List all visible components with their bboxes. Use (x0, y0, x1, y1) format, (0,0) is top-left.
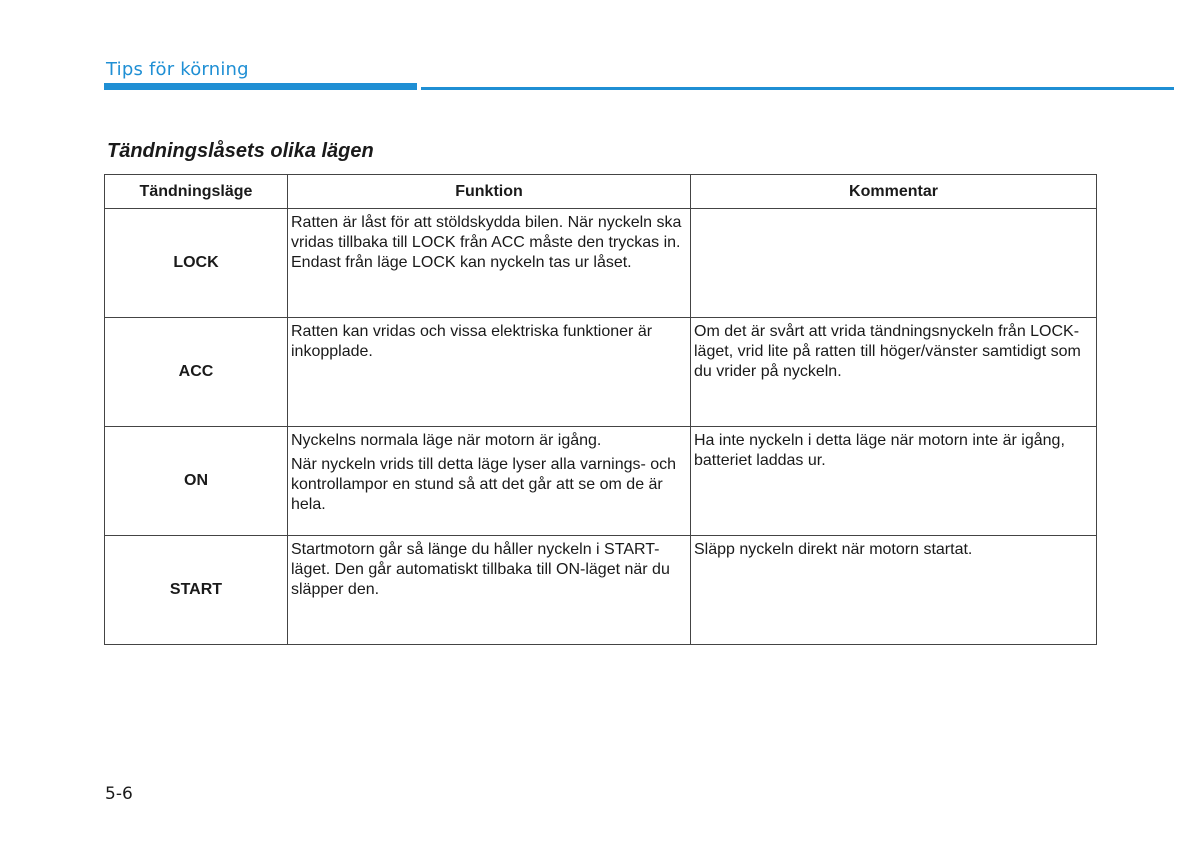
comment-cell: Släpp nyckeln direkt när motorn startat. (691, 536, 1097, 645)
comment-cell: Ha inte nyckeln i detta läge när motorn inte är igång, batteriet laddas ur. (691, 427, 1097, 536)
column-header-comment: Kommentar (691, 175, 1097, 209)
function-cell (288, 209, 691, 318)
column-header-position: Tändningsläge (105, 175, 288, 209)
table-row (105, 318, 1097, 427)
function-text: Startmotorn går så länge du håller nyckeln i START-läget. Den går automatiskt tillbaka till ON-läget när du släpper den. (291, 541, 670, 598)
table-row (105, 209, 1097, 318)
position-cell: LOCK (105, 209, 288, 318)
comment-cell (691, 209, 1097, 318)
table-row (105, 536, 1097, 645)
function-text: Ratten är låst för att stöldskydda bilen. När nyckeln ska vridas tillbaka till LOCK från ACC måste den tryckas in. Endast från läge LOCK kan nyckeln tas ur låset. (291, 214, 682, 271)
chapter-title: Tips för körning (106, 59, 249, 80)
function-cell (288, 536, 691, 645)
page-number: 5-6 (105, 784, 133, 804)
header-rule-thick (104, 83, 417, 90)
header-rule-thin (421, 87, 1174, 90)
ignition-positions-table (104, 174, 1097, 645)
position-cell: START (105, 536, 288, 645)
function-cell (288, 318, 691, 427)
table-header-row (105, 175, 1097, 209)
position-cell: ON (105, 427, 288, 536)
section-title: Tändningslåsets olika lägen (107, 140, 374, 162)
table-row (105, 427, 1097, 536)
function-text: Nyckelns normala läge när motorn är igång. (291, 432, 602, 449)
function-text: Ratten kan vridas och vissa elektriska funktioner är inkopplade. (291, 323, 653, 360)
position-cell: ACC (105, 318, 288, 427)
function-cell (288, 427, 691, 536)
column-header-function: Funktion (288, 175, 691, 209)
function-text: När nyckeln vrids till detta läge lyser alla varnings- och kontrollampor en stund så att det går att se om de är hela. (291, 456, 677, 513)
comment-cell: Om det är svårt att vrida tändningsnyckeln från LOCK-läget, vrid lite på ratten till höger/vänster samtidigt som du vrider på nyckeln. (691, 318, 1097, 427)
